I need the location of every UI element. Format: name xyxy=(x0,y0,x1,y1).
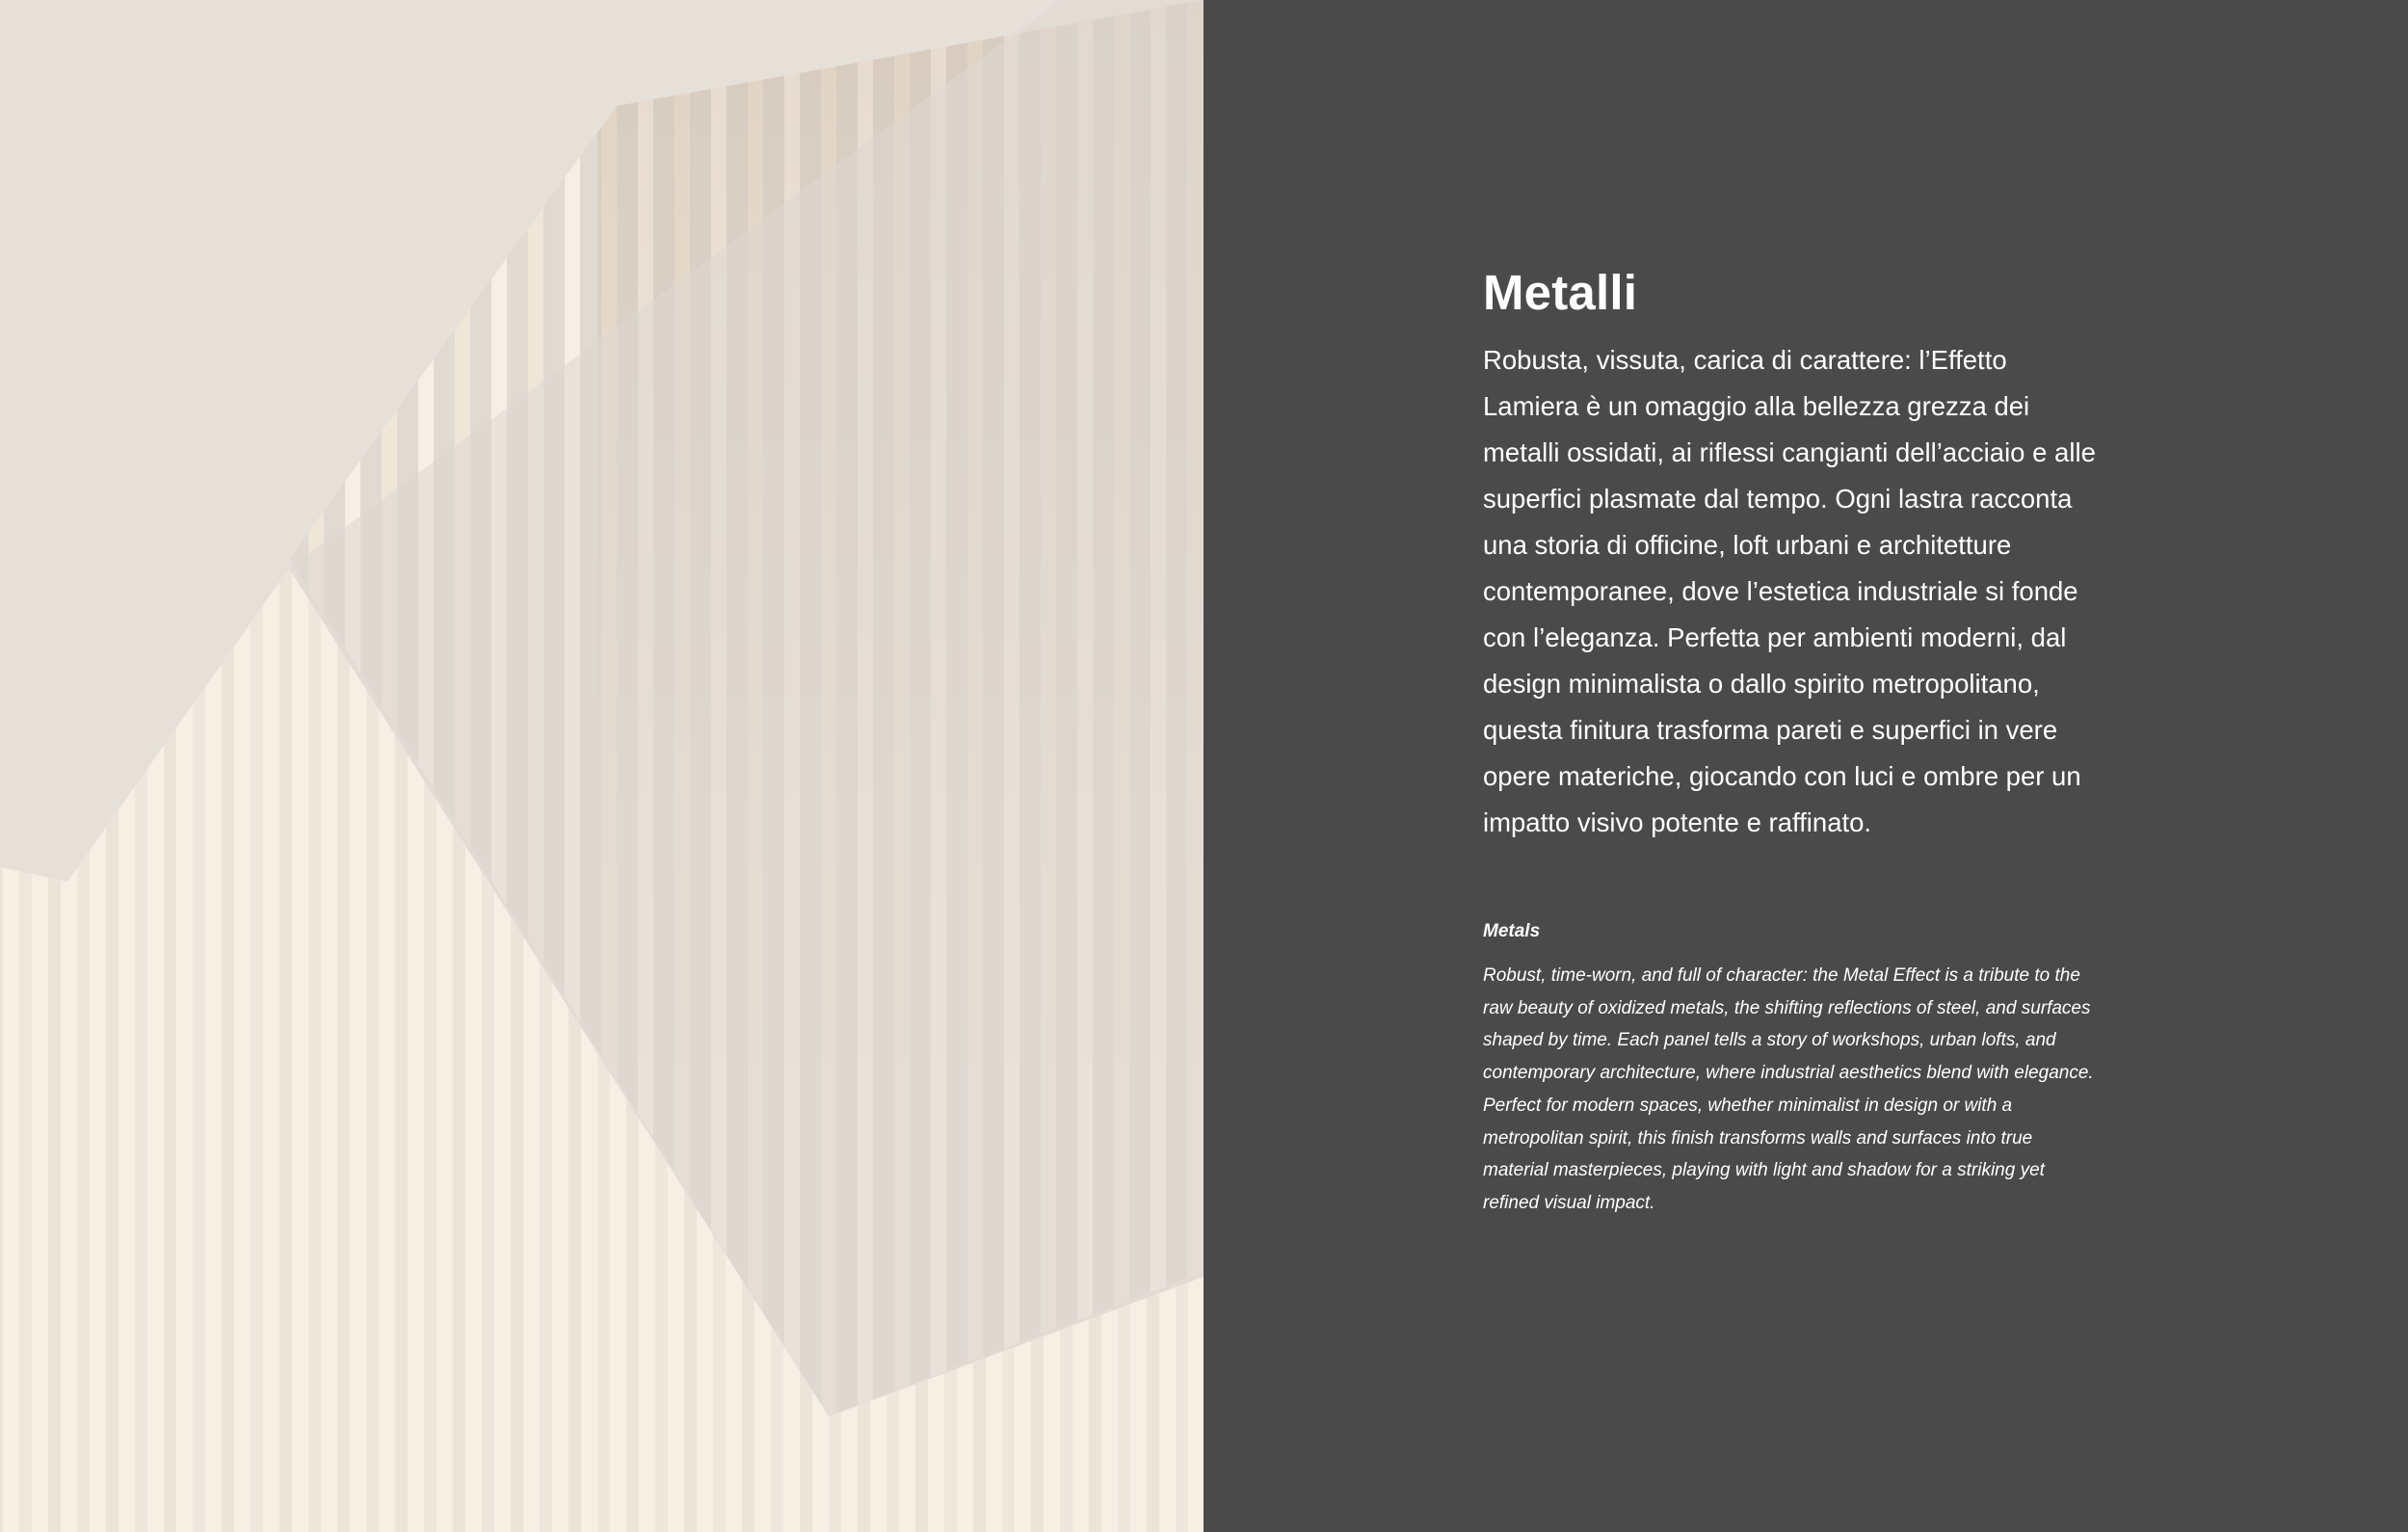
english-title: Metals xyxy=(1483,921,1541,941)
english-body: Robust, time-worn, and full of character: the Metal Effect is a tribute to the raw beauty of oxidized metals, the shifting reflections of steel, and surfaces shaped by time. Each panel tells a story of workshops, urban lofts, and contemporary architecture, where industrial aesthetics blend with elegance. Perfect for modern spaces, whether minimalist in design or with a metropolitan spirit, this finish transforms walls and surfaces into true material masterpieces, playing with light and shadow for a striking yet refined visual impact. xyxy=(1483,965,2094,1213)
content xyxy=(1483,258,2100,1220)
italian-body: Robusta, vissuta, carica di carattere: l’Effetto Lamiera è un omaggio alla bellezza grezza dei metalli ossidati, ai riflessi cangianti dell’acciaio e alle superfici plasmate dal tempo. Ogni lastra racconta una storia di officine, loft urbani e architetture contemporanee, dove l’estetica industriale si fonde con l’eleganza. Perfetta per ambienti moderni, dal design minimalista o dallo spirito metropolitano, questa finitura trasforma pareti e superfici in vere opere materiche, giocando con luci e ombre per un impatto visivo potente e raffinato. xyxy=(1483,345,2096,837)
italian-title: Metalli xyxy=(1483,265,1638,320)
text-panel xyxy=(1204,0,2408,1532)
